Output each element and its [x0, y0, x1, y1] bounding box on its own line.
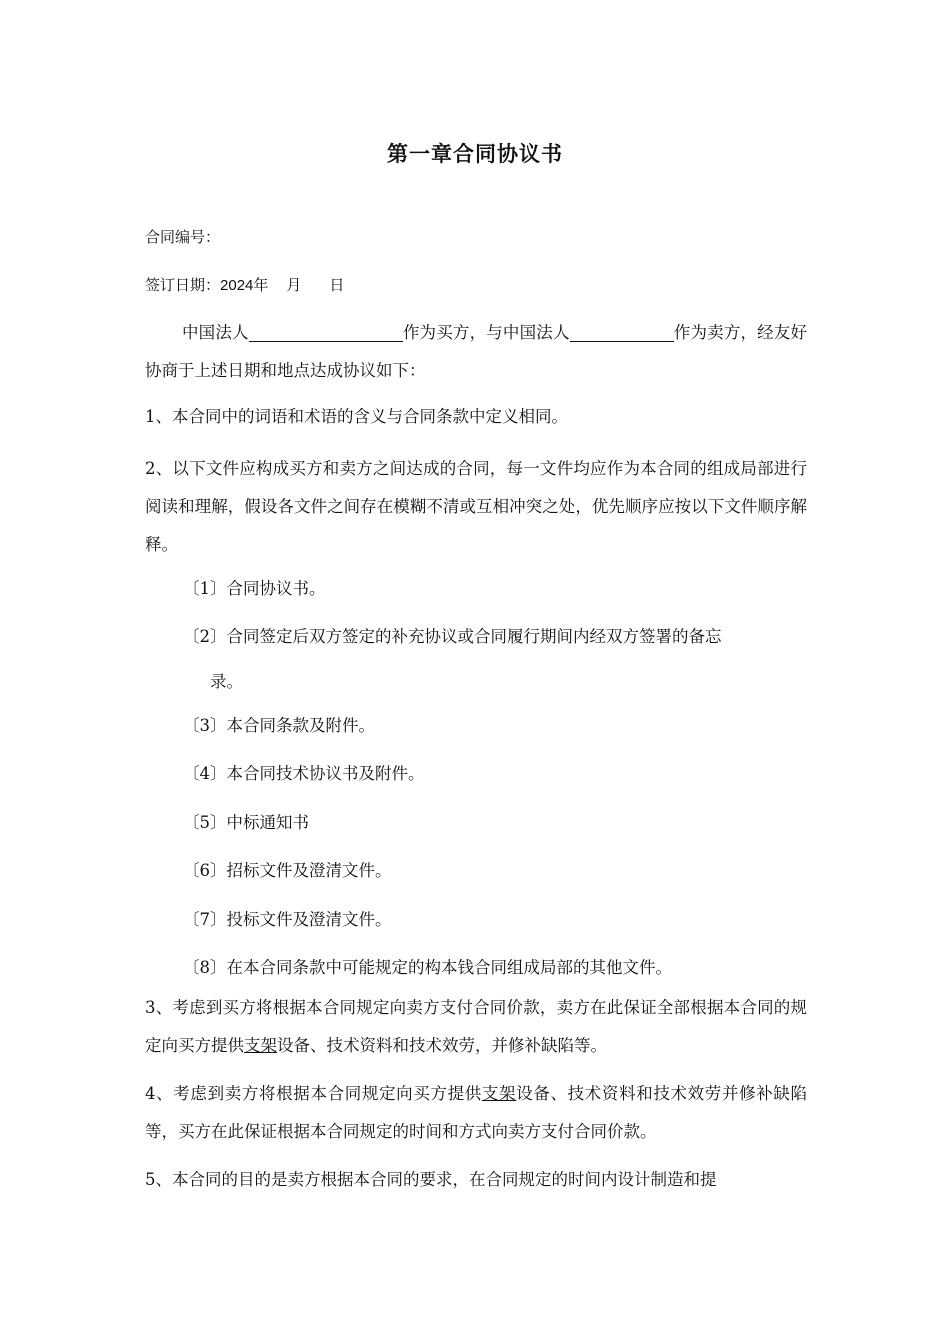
- clause-3-text-a: 3、考虑到买方将根据本合同规定向卖方支付合同价款，卖方在此保证全部根据本合同的规定向买方提供: [145, 998, 807, 1055]
- intro-part1: 中国法人: [182, 323, 249, 342]
- day-unit: 日: [329, 276, 345, 294]
- item-number: 〔7〕: [183, 910, 227, 929]
- intro-part3: 作为卖方，经友好协商于上述日期和地点达成协议如下：: [145, 323, 808, 380]
- clause-3-underlined: 支架: [244, 1036, 277, 1055]
- item-number: 〔4〕: [183, 764, 227, 783]
- item-text-continued: 录。: [210, 672, 243, 691]
- item-number: 〔1〕: [183, 579, 227, 598]
- item-text: 招标文件及澄清文件。: [226, 861, 392, 880]
- item-text: 在本合同条款中可能规定的构本钱合同组成局部的其他文件。: [226, 958, 672, 977]
- item-text: 本合同条款及附件。: [226, 716, 375, 735]
- item-number: 〔6〕: [183, 861, 227, 880]
- sign-year: 2024: [220, 277, 254, 294]
- intro-part2: 作为买方，与中国法人: [402, 323, 570, 342]
- year-unit: 年: [253, 276, 269, 294]
- clause-4: [145, 1075, 807, 1151]
- item-text: 合同协议书。: [226, 579, 326, 598]
- item-number: 〔2〕: [183, 627, 227, 646]
- clause-4-text-b: 设备、技术资料和技术效劳并修补缺陷等，买方在此保证根据本合同规定的时间和方式向卖方支付合同价款。: [145, 1084, 808, 1141]
- list-item: [183, 703, 807, 748]
- clause-1: 1、本合同中的词语和术语的含义与合同条款中定义相同。: [145, 407, 568, 426]
- item-number: 〔8〕: [183, 958, 227, 977]
- contract-number-line: [145, 226, 220, 247]
- list-item: [183, 566, 807, 611]
- list-item: [183, 614, 807, 704]
- clause-5: 5、本合同的目的是卖方根据本合同的要求，在合同规定的时间内设计制造和提: [145, 1170, 717, 1189]
- page-title: 第一章合同协议书: [387, 142, 563, 166]
- item-text: 中标通知书: [226, 813, 309, 832]
- buyer-blank: [249, 321, 403, 342]
- item-number: 〔5〕: [183, 813, 227, 832]
- clause-2: 2、以下文件应构成买方和卖方之间达成的合同，每一文件均应作为本合同的组成局部进行阅读和理解，假设各文件之间存在模糊不清或互相冲突之处，优先顺序应按以下文件顺序解释。: [145, 459, 807, 554]
- list-item: [183, 800, 807, 845]
- item-number: 〔3〕: [183, 716, 227, 735]
- list-item: [183, 751, 807, 796]
- clause-3: [145, 989, 807, 1065]
- clause-4-underlined: 支架: [481, 1084, 517, 1103]
- clause-3-text-b: 设备、技术资料和技术效劳，并修补缺陷等。: [277, 1036, 607, 1055]
- sign-date-line: [145, 274, 344, 295]
- clause-4-text-a: 4、考虑到卖方将根据本合同规定向买方提供: [145, 1084, 482, 1103]
- intro-paragraph: [145, 314, 807, 390]
- sign-date-label: 签订日期：: [145, 276, 221, 294]
- item-text: 合同签定后双方签定的补充协议或合同履行期间内经双方签署的备忘: [226, 627, 722, 646]
- month-unit: 月: [286, 276, 302, 294]
- list-item: [183, 945, 807, 990]
- list-item: [183, 848, 807, 893]
- seller-blank: [570, 321, 674, 342]
- item-text: 本合同技术协议书及附件。: [226, 764, 425, 783]
- item-text: 投标文件及澄清文件。: [226, 910, 392, 929]
- list-item: [183, 897, 807, 942]
- contract-number-label: 合同编号：: [145, 228, 221, 246]
